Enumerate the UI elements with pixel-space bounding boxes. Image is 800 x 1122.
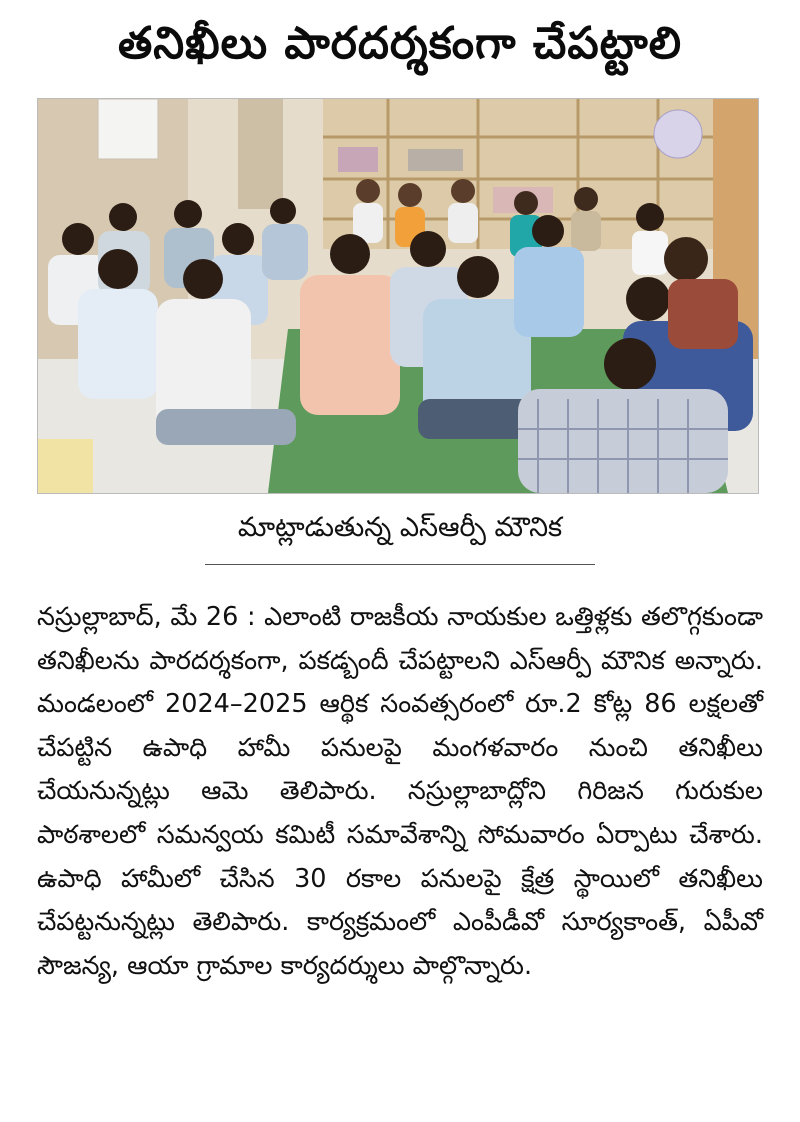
- caption-divider: [205, 564, 595, 565]
- article-photo: [37, 98, 759, 494]
- article-headline: తనిఖీలు పారదర్శకంగా చేపట్టాలి: [118, 18, 682, 69]
- photo-caption: మాట్లాడుతున్న ఎస్ఆర్పీ మౌనిక: [237, 512, 563, 543]
- article-body: నస్రుల్లాబాద్, మే 26 : ఎలాంటి రాజకీయ నాయకుల ఒత్తిళ్లకు తలొగ్గకుండా తనిఖీలను పారదర్శకంగా, పకడ్బందీ చేపట్టాలని ఎస్ఆర్పీ మౌనిక అన్నారు. మండలంలో 2024–2025 ఆర్థిక సంవత్సరంలో రూ.2 కోట్ల 86 లక్షలతో చేపట్టిన ఉపాధి హామీ పనులపై మంగళవారం నుంచి తనిఖీలు చేయనున్నట్లు ఆమె తెలిపారు. నస్రుల్లాబాద్లోని గిరిజన గురుకుల పాఠశాలలో సమన్వయ కమిటీ సమావేశాన్ని సోమవారం ఏర్పాటు చేశారు. ఉపాధి హామీలో చేసిన 30 రకాల పనులపై క్షేత్ర స్థాయిలో తనిఖీలు చేపట్టనున్నట్లు తెలిపారు. కార్యక్రమంలో ఎంపీడీవో సూర్యకాంత్, ఏపీవో సౌజన్య, ఆయా గ్రామాల కార్యదర్శులు పాల్గొన్నారు.: [37, 602, 763, 981]
- meeting-photo-illustration: [38, 99, 758, 493]
